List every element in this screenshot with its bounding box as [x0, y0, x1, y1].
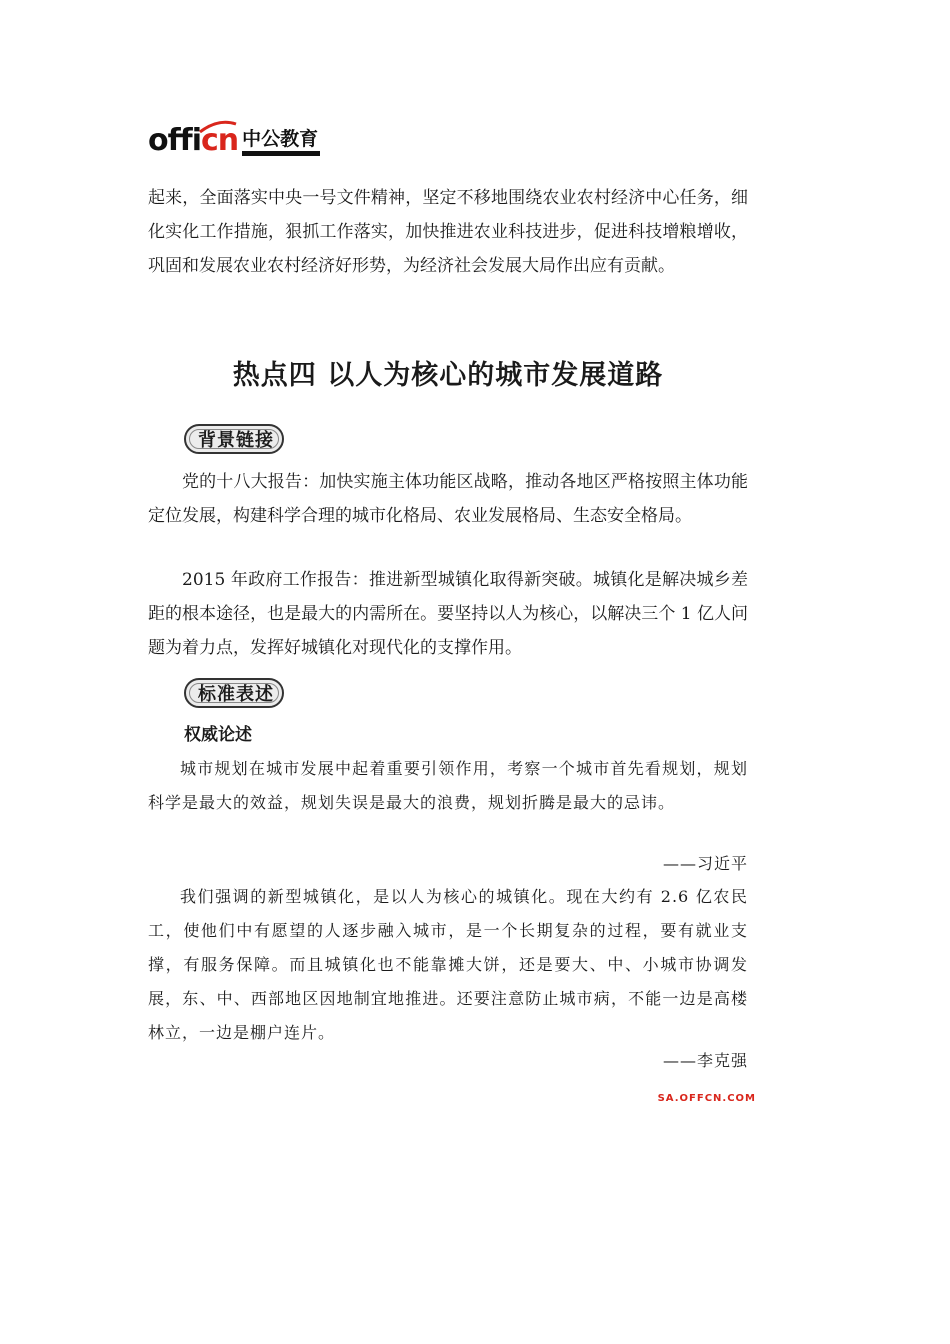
logo-latin-dark: offi — [148, 123, 201, 158]
intro-paragraph: 起来，全面落实中央一号文件精神，坚定不移地围绕农业农村经济中心任务，细化实化工作措施，狠抓工作落实，加快推进农业科技进步，促进科技增粮增收，巩固和发展农业农村经济好形势，为经济社会发展大局作出应有贡献。 — [148, 188, 748, 276]
quote-1-text: 城市规划在城市发展中起着重要引领作用，考察一个城市首先看规划，规划科学是最大的效益，规划失误是最大的浪费，规划折腾是最大的忌讳。 — [148, 759, 748, 812]
standard-tag-label: 标准表述 — [198, 684, 274, 705]
offcn-logo — [148, 122, 320, 156]
logo-wordmark — [148, 123, 239, 158]
logo-latin-red: cn — [201, 123, 239, 158]
quote-2-text: 我们强调的新型城镇化，是以人为核心的城镇化。现在大约有 2.6 亿农民工，使他们中有愿望的人逐步融入城市，是一个长期复杂的过程，要有就业支撑，有服务保障。而且城镇化也不能靠摊大饼，还是要大、中、小城市协调发展，东、中、西部地区因地制宜地推进。还要注意防止城市病，不能一边是高楼林立，一边是棚户连片。 — [148, 887, 748, 1042]
logo-underbar — [242, 151, 320, 156]
background-tag — [184, 424, 284, 454]
quote-2-author: ——李克强 — [662, 1051, 748, 1070]
logo-swoosh-icon — [198, 120, 238, 134]
standard-tag — [184, 678, 284, 708]
authority-subhead: 权威论述 — [184, 725, 252, 745]
logo-chinese-text: 中公教育 — [242, 128, 319, 150]
footer-site-url: SA.OFFCN.COM — [657, 1093, 756, 1104]
background-tag-label: 背景链接 — [198, 430, 274, 451]
section-title: 热点四 以人为核心的城市发展道路 — [232, 360, 664, 391]
background-paragraph-2: 2015 年政府工作报告：推进新型城镇化取得新突破。城镇化是解决城乡差距的根本途径，也是最大的内需所在。要坚持以人为核心，以解决三个 1 亿人问题为着力点，发挥好城镇化对现代化的支撑作用。 — [148, 570, 748, 658]
logo-chinese — [242, 129, 320, 156]
quote-1-author: ——习近平 — [662, 854, 748, 873]
background-paragraph-1: 党的十八大报告：加快实施主体功能区战略，推动各地区严格按照主体功能定位发展，构建科学合理的城市化格局、农业发展格局、生态安全格局。 — [148, 472, 748, 526]
